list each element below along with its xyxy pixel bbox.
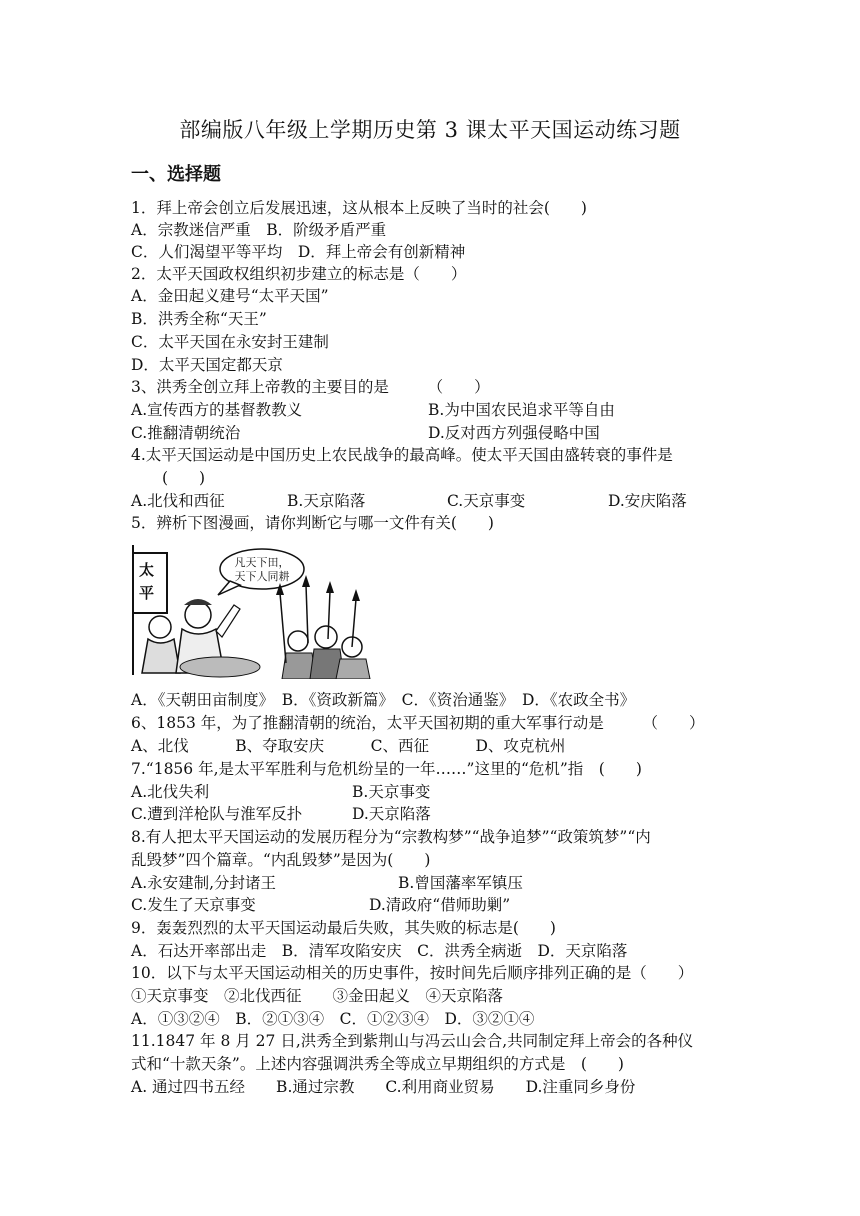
question-9-options: A．石达开率部出走 B．清军攻陷安庆 C．洪秀全病逝 D．天京陷落 <box>131 942 628 960</box>
question-2-stem: 2．太平天国政权组织初步建立的标志是（ ） <box>131 265 467 283</box>
question-4-option-c: C.天京事变 <box>447 492 526 510</box>
comic-flag-char-2: 平 <box>139 584 155 602</box>
question-2-option-d: D．太平天国定都天京 <box>131 356 283 374</box>
question-8-stem-line1: 8.有人把太平天国运动的发展历程分为“宗教构梦”“战争追梦”“政策筑梦”“内 <box>131 828 651 846</box>
page-title: 部编版八年级上学期历史第 3 课太平天国运动练习题 <box>179 118 681 142</box>
question-9-stem: 9．轰轰烈烈的太平天国运动最后失败，其失败的标志是( ) <box>131 919 556 937</box>
question-11-stem-line1: 11.1847 年 8 月 27 日,洪秀全到紫荆山与冯云山会合,共同制定拜上帝会的各种仪 <box>131 1032 694 1050</box>
question-4-option-b: B.天京陷落 <box>287 492 366 510</box>
comic-speech-line1: 凡天下田， <box>234 556 290 569</box>
question-11-stem-line2: 式和“十款天条”。上述内容强调洪秀全等成立早期组织的方式是 ( ) <box>131 1055 624 1073</box>
question-5-options: A．《天朝田亩制度》 B．《资政新篇》 C．《资治通鉴》 D．《农政全书》 <box>131 691 636 709</box>
question-4-option-d: D.安庆陷落 <box>608 492 687 510</box>
question-7-option-a: A.北伐失利 <box>131 783 210 801</box>
question-3-stem: 3、洪秀全创立拜上帝教的主要目的是 （ ） <box>131 378 490 396</box>
question-8-stem-line2: 乱毁梦”四个篇章。“内乱毁梦”是因为( ) <box>131 851 431 869</box>
question-7-option-b: B.天京事变 <box>352 783 431 801</box>
comic-speech-line2: 天下人同耕 <box>234 570 290 583</box>
section-heading: 一、选择题 <box>131 164 221 185</box>
question-2-option-c: C．太平天国在永安封王建制 <box>131 333 329 351</box>
question-3-option-b: B.为中国农民追求平等自由 <box>428 401 615 419</box>
question-5-stem: 5．辨析下图漫画，请你判断它与哪一文件有关( ) <box>131 514 494 532</box>
question-2-option-a: A．金田起义建号“太平天国” <box>131 287 329 305</box>
question-1-stem: 1．拜上帝会创立后发展迅速，这从根本上反映了当时的社会( ) <box>131 199 587 217</box>
question-2-option-b: B．洪秀全称“天王” <box>131 310 267 328</box>
question-8-option-c: C.发生了天京事变 <box>131 896 256 914</box>
question-1-options-cd: C．人们渴望平等平均 D．拜上帝会有创新精神 <box>131 243 466 261</box>
question-10-events: ①天京事变 ②北伐西征 ③金田起义 ④天京陷落 <box>131 987 504 1005</box>
question-10-options: A．①③②④ B．②①③④ C．①②③④ D．③②①④ <box>131 1010 535 1028</box>
comic-illustration <box>130 543 376 679</box>
question-8-option-b: B.曾国藩率军镇压 <box>398 874 523 892</box>
question-6-stem: 6、1853 年，为了推翻清朝的统治，太平天国初期的重大军事行动是 （ ） <box>131 714 705 732</box>
question-4-stem-line2: ( ) <box>162 469 206 487</box>
comic-flag-char-1: 太 <box>139 561 155 579</box>
question-1-options-ab: A．宗教迷信严重 B．阶级矛盾严重 <box>131 221 387 239</box>
question-10-stem: 10．以下与太平天国运动相关的历史事件，按时间先后顺序排列正确的是（ ） <box>131 964 694 982</box>
question-7-option-c: C.遭到洋枪队与淮军反扑 <box>131 805 303 823</box>
question-3-option-c: C.推翻清朝统治 <box>131 424 241 442</box>
question-6-options: A、北伐 B、夺取安庆 C、西征 D、攻克杭州 <box>131 737 566 755</box>
question-11-options: A. 通过四书五经 B.通过宗教 C.利用商业贸易 D.注重同乡身份 <box>131 1078 636 1096</box>
question-3-option-a: A.宣传西方的基督教教义 <box>131 401 303 419</box>
question-7-stem: 7.“1856 年,是太平军胜利与危机纷呈的一年……”这里的“危机”指 ( ) <box>131 760 642 778</box>
question-4-stem-line1: 4.太平天国运动是中国历史上农民战争的最高峰。使太平天国由盛转衰的事件是 <box>131 446 673 464</box>
question-8-option-d: D.清政府“借师助剿” <box>369 896 511 914</box>
question-7-option-d: D.天京陷落 <box>352 805 431 823</box>
question-4-option-a: A.北伐和西征 <box>131 492 225 510</box>
question-8-option-a: A.永安建制,分封诸王 <box>131 874 277 892</box>
question-3-option-d: D.反对西方列强侵略中国 <box>428 424 600 442</box>
